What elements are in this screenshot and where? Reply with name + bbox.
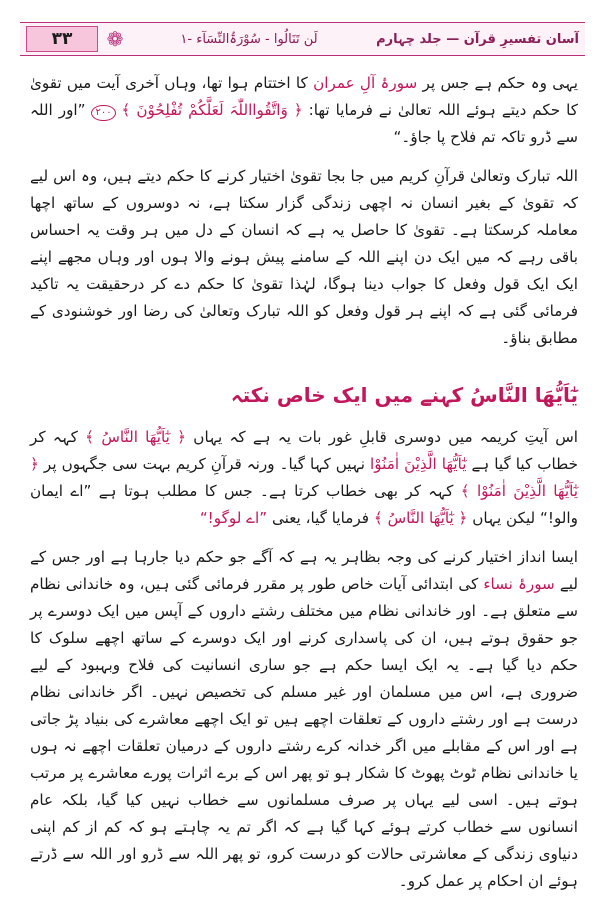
surah-reference: سورۂ آلِ عمران — [313, 74, 418, 92]
quran-verse: ﴿ وَاتَّقُوااللّٰہَ لَعَلَّکُمْ تُفْلِحُوْنَ ﴾ — [121, 101, 303, 119]
flower-ornament-icon: ❁ — [106, 27, 124, 51]
section-heading: یٰٓاَیُّھَا النَّاسُ کہنے میں ایک خاص نکتہ — [230, 383, 578, 407]
quran-phrase: ﴿ یٰٓاَیُّھَا النَّاسُ ﴾ — [85, 428, 187, 446]
page-body — [30, 70, 578, 895]
book-running-head: آسان تفسیرِ قرآن — جلد چہارم — [376, 31, 579, 47]
paragraph-2: اللہ تبارک وتعالیٰ قرآنِ کریم میں جا بجا تقویٰ اختیار کرنے کا حکم دیتے ہیں، وہ اس لیے کہ تقویٰ کے بغیر انسان نہ اچھی زندگی گزار سکتا ہے، نہ دوسروں کے ساتھ اچھا معاملہ کرسکتا ہے۔ تقویٰ کا حاصل یہ ہے کہ انسان کے دل میں ہر وقت یہ احساس باقی رہے کہ میں ایک دن اپنے اللہ کے سامنے پیش ہونے والا ہوں اور وہاں مجھے اپنے ایک ایک قول وفعل کا جواب دینا ہوگا، لہٰذا تقویٰ کا حکم دے کر درحقیقت یہ تاکید فرمائی گئی ہے کہ اپنے ہر قول وفعل کو اللہ تبارک وتعالیٰ کی رضا اور خوشنودی کے مطابق بناؤ۔ — [30, 167, 578, 347]
surah-running-head: لَن تَنَالُوا - سُوْرَۃُالنِّسَآء -١ — [180, 31, 318, 47]
paragraph-1: یہی وہ حکم ہے جس پر سورۂ آلِ عمران کا اختتام ہوا تھا، وہاں آخری آیت میں تقویٰ کا حکم دیتے ہوئے اللہ تعالیٰ نے فرمایا تھا: ﴿ وَاتَّقُوااللّٰہَ لَعَلَّکُمْ تُفْلِحُوْنَ ﴾ ۲۰۰ ”اور اللہ سے ڈرو تاکہ تم فلاح پا جاؤ۔“ — [30, 74, 579, 146]
surah-reference: سورۂ نساء — [483, 575, 555, 593]
page-header — [20, 22, 585, 56]
quran-phrase: ﴿ یٰٓاَیُّھَا الَّذِیْنَ اٰمَنُوْا ﴾ — [30, 455, 578, 500]
translation-phrase: ”اے لوگو!“ — [199, 509, 268, 527]
paragraph-3: اس آیتِ کریمہ میں دوسری قابلِ غور بات یہ ہے کہ یہاں ﴿ یٰٓاَیُّھَا النَّاسُ ﴾ کہہ کر خطاب کیا گیا ہے یٰٓاَیُّھَا الَّذِیْنَ اٰمَنُوْا نہیں کہا گیا۔ ورنہ قرآنِ کریم بہت سی جگہوں پر ﴿ یٰٓاَیُّھَا الَّذِیْنَ اٰمَنُوْا ﴾ کہہ کر بھی خطاب کرتا ہے۔ جس کا مطلب ہوتا ہے ”اے ایمان والو!“ لیکن یہاں ﴿ یٰٓاَیُّھَا النَّاسُ ﴾ فرمایا گیا، یعنی ”اے لوگو!“ — [30, 428, 579, 527]
quran-phrase: یٰٓاَیُّھَا الَّذِیْنَ اٰمَنُوْا — [370, 455, 467, 473]
ayah-number: ۲۰۰ — [91, 105, 115, 121]
paragraph-4: ایسا انداز اختیار کرنے کی وجہ بظاہر یہ ہے کہ آگے جو حکم دیا جارہا ہے اور جس کے لیے سورۂ نساء کی ابتدائی آیات خاص طور پر مقرر فرمائی گئی ہیں، وہ خاندانی نظام سے متعلق ہے۔ اور خاندانی نظام میں مختلف رشتے داروں کے آپس میں ایک دوسرے پر جو حقوق ہوتے ہیں، ان کی پاسداری کرنے اور ایک دوسرے کے ساتھ اچھے سلوک کا حکم دیا گیا ہے۔ یہ ایک ایسا حکم ہے جو ساری انسانیت کی فلاح وبہبود کے لیے ضروری ہے، اس میں مسلمان اور غیر مسلم کی تخصیص نہیں۔ اگر خاندانی نظام درست ہے اور رشتے داروں کے تعلقات اچھے ہیں تو ایک اچھے معاشرے کی بنیاد پڑ جاتی ہے اور اس کے مقابلے میں اگر خدانہ کرے رشتے داروں کے درمیان تعلقات اچھے نہ ہوں یا خاندانی نظام ٹوٹ پھوٹ کا شکار ہو تو پھر اس کے برے اثرات پورے معاشرے پر مرتب ہوتے ہیں۔ اسی لیے یہاں پر صرف مسلمانوں سے خطاب نہیں کیا گیا، بلکہ عام انسانوں سے خطاب کرتے ہوئے کہا گیا ہے کہ اگر تم یہ چاہتے ہو کہ کم از کم اپنی دنیاوی زندگی کے معاشرتی حالات کو درست کرو، تو پھر اللہ سے ڈرو اور اللہ سے ڈرتے ہوئے ان احکام پر عمل کرو۔ — [30, 548, 578, 890]
page-number: ۳۳ — [26, 26, 98, 52]
quran-phrase: ﴿ یٰٓاَیُّھَا النَّاسُ ﴾ — [373, 509, 468, 527]
